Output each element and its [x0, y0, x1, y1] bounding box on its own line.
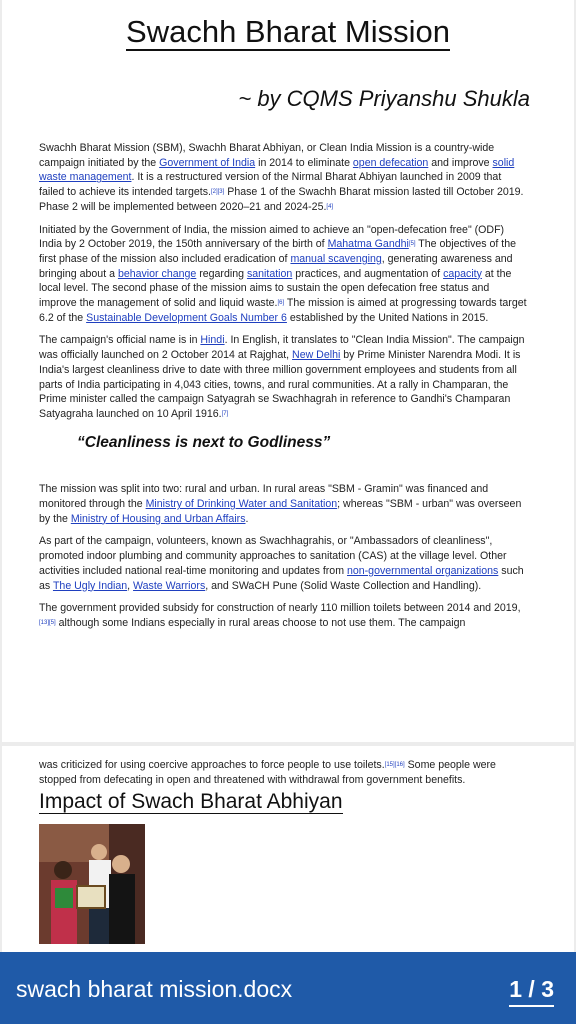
- document-body-page-2: [39, 758, 527, 944]
- document-body-page-1: [39, 141, 527, 639]
- link-behavior-change[interactable]: behavior change: [117, 267, 197, 280]
- document-filename: swach bharat mission.docx: [16, 976, 293, 1002]
- document-page-2: [2, 746, 574, 956]
- paragraph-7: was criticized for using coercive approaches to force people to use toilets.[15][16] Some people were stopped from defecating in open and threatened with withdrawal from government benefits.: [39, 759, 496, 786]
- award-photo-illustration: [39, 824, 145, 944]
- link-ministry-housing[interactable]: Ministry of Housing and Urban Affairs: [70, 512, 246, 525]
- link-government-of-india[interactable]: Government of India: [159, 156, 256, 169]
- document-title: Swachh Bharat Mission: [126, 14, 450, 49]
- link-ministry-drinking-water[interactable]: Ministry of Drinking Water and Sanitation: [145, 498, 338, 511]
- link-open-defecation[interactable]: open defecation: [352, 156, 429, 169]
- reference-15-16[interactable]: [15][16]: [384, 762, 405, 768]
- link-ngo[interactable]: non-governmental organizations: [346, 564, 499, 577]
- page-indicator[interactable]: 1 / 3: [509, 976, 554, 1007]
- link-mahatma-gandhi[interactable]: Mahatma Gandhi: [327, 238, 409, 251]
- reference-6[interactable]: [6]: [277, 300, 285, 307]
- paragraph-4: The mission was split into two: rural and urban. In rural areas "SBM - Gramin" was financed and monitored through the Ministry of Drinking Water and Sanitation; whereas "SBM - urban" was overseen by the Ministry of Housing and Urban Affairs.: [39, 483, 522, 525]
- link-new-delhi[interactable]: New Delhi: [292, 349, 341, 362]
- link-hindi[interactable]: Hindi: [200, 334, 225, 347]
- quote: “Cleanliness is next to Godliness”: [77, 433, 331, 451]
- link-sustainable-development-goals[interactable]: Sustainable Development Goals Number 6: [86, 311, 287, 324]
- paragraph-1: Swachh Bharat Mission (SBM), Swachh Bharat Abhiyan, or Clean India Mission is a country-wide campaign initiated by the Government of India in 2014 to eliminate open defecation and improve solid waste management. It is a restructured version of the Nirmal Bharat Abhiyan launched in 2009 that failed to achieve its intended targets.[2][3] Phase 1 of the Swachh Bharat mission lasted till October 2019. Phase 2 will be implemented between 2020–21 and 2024-25.[4]: [39, 142, 524, 213]
- document-author: ~ by CQMS Priyanshu Shukla: [238, 86, 530, 111]
- document-page-1: [2, 0, 574, 742]
- viewer-footer-bar: [0, 952, 576, 1024]
- reference-13-5[interactable]: [13][5]: [39, 619, 56, 626]
- award-ceremony-photo: [39, 824, 145, 944]
- link-manual-scavenging[interactable]: manual scavenging: [290, 252, 382, 265]
- reference-5[interactable]: [5]: [408, 241, 416, 248]
- link-capacity[interactable]: capacity: [443, 267, 482, 280]
- reference-2-3[interactable]: [2][3]: [210, 189, 225, 196]
- link-solid-waste-management[interactable]: solid waste management: [39, 156, 515, 184]
- reference-7[interactable]: [7]: [221, 410, 229, 417]
- paragraph-5: As part of the campaign, volunteers, known as Swachhagrahis, or "Ambassadors of cleanliness", promoted indoor plumbing and community approaches to sanitation (CAS) at the village level. Other activities included national real-time monitoring and updates from non-governmental organizations such as The Ugly Indian, Waste Warriors, and SWaCH Pune (Solid Waste Collection and Handling).: [39, 535, 524, 592]
- paragraph-2: Initiated by the Government of India, the mission aimed to achieve an "open-defecation free" (ODF) India by 2 October 2019, the 150th anniversary of the birth of Mahatma Gandhi[5] The objectives of the first phase of the mission also included eradication of manual scavenging, generating awareness and bringing about a behavior change regarding sanitation practices, and augmentation of capacity at the local level. The second phase of the mission aims to sustain the open defecation free status and improve the management of solid and liquid waste.[6] The mission is aimed at progressing towards target 6.2 of the Sustainable Development Goals Number 6 established by the United Nations in 2015.: [39, 223, 527, 324]
- section-heading-impact: Impact of Swach Bharat Abhiyan: [39, 790, 343, 814]
- link-the-ugly-indian[interactable]: The Ugly Indian: [52, 579, 128, 592]
- paragraph-3: The campaign's official name is in Hindi. In English, it translates to "Clean India Mission". The campaign was officially launched on 2 October 2014 at Rajghat, New Delhi by Prime Minister Narendra Modi. It is India's largest cleanliness drive to date with three million government employees and students from all parts of India participating in 4,043 cities, towns, and rural communities. At a rally in Champaran, the Prime minister called the campaign Satyagrah se Swachhagrah in reference to Gandhi's Champaran Satyagraha launched on 10 April 1916.[7]: [39, 334, 525, 420]
- reference-4[interactable]: [4]: [326, 203, 334, 210]
- link-sanitation[interactable]: sanitation: [246, 267, 293, 280]
- paragraph-6: The government provided subsidy for construction of nearly 110 million toilets between 2014 and 2019,[13][5] although some Indians especially in rural areas choose to not use them. The campaign: [39, 602, 521, 629]
- link-waste-warriors[interactable]: Waste Warriors: [133, 579, 206, 592]
